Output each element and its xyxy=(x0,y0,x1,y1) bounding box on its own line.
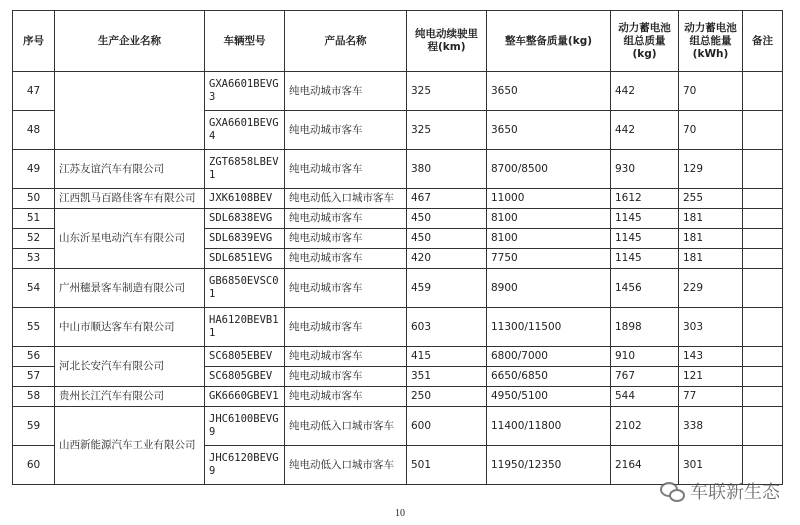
cell-battery-energy: 129 xyxy=(679,150,743,189)
cell-range: 450 xyxy=(407,229,487,249)
watermark-text: 车联新生态 xyxy=(690,482,780,503)
cell-seq: 50 xyxy=(13,189,55,209)
cell-model: SC6805GBEV xyxy=(205,367,285,387)
cell-seq: 48 xyxy=(13,111,55,150)
cell-product: 纯电动城市客车 xyxy=(285,387,407,407)
cell-remark xyxy=(743,249,783,269)
cell-model: JXK6108BEV xyxy=(205,189,285,209)
vehicle-table xyxy=(12,10,783,485)
cell-range: 420 xyxy=(407,249,487,269)
cell-remark xyxy=(743,387,783,407)
cell-battery-energy: 255 xyxy=(679,189,743,209)
cell-remark xyxy=(743,407,783,446)
table-row xyxy=(13,150,783,189)
cell-remark xyxy=(743,209,783,229)
cell-range: 325 xyxy=(407,111,487,150)
cell-seq: 47 xyxy=(13,72,55,111)
cell-model: SDL6851EVG xyxy=(205,249,285,269)
cell-battery-energy: 338 xyxy=(679,407,743,446)
cell-battery-mass: 1145 xyxy=(611,209,679,229)
cell-battery-energy: 70 xyxy=(679,72,743,111)
cell-seq: 56 xyxy=(13,347,55,367)
cell-remark xyxy=(743,347,783,367)
table-row xyxy=(13,347,783,367)
cell-battery-energy: 229 xyxy=(679,269,743,308)
cell-battery-mass: 1612 xyxy=(611,189,679,209)
cell-seq: 54 xyxy=(13,269,55,308)
cell-product: 纯电动城市客车 xyxy=(285,72,407,111)
cell-battery-energy: 77 xyxy=(679,387,743,407)
cell-manufacturer: 河北长安汽车有限公司 xyxy=(55,347,205,387)
cell-range: 501 xyxy=(407,446,487,485)
cell-curb-mass: 7750 xyxy=(487,249,611,269)
header-model: 车辆型号 xyxy=(205,11,285,72)
cell-seq: 49 xyxy=(13,150,55,189)
header-manufacturer: 生产企业名称 xyxy=(55,11,205,72)
cell-curb-mass: 8100 xyxy=(487,229,611,249)
cell-manufacturer: 贵州长江汽车有限公司 xyxy=(55,387,205,407)
cell-seq: 60 xyxy=(13,446,55,485)
cell-product: 纯电动城市客车 xyxy=(285,347,407,367)
cell-model: GXA6601BEVG3 xyxy=(205,72,285,111)
cell-seq: 57 xyxy=(13,367,55,387)
cell-remark xyxy=(743,72,783,111)
cell-seq: 52 xyxy=(13,229,55,249)
cell-product: 纯电动低入口城市客车 xyxy=(285,189,407,209)
cell-product: 纯电动城市客车 xyxy=(285,269,407,308)
cell-battery-energy: 181 xyxy=(679,229,743,249)
cell-seq: 59 xyxy=(13,407,55,446)
cell-product: 纯电动城市客车 xyxy=(285,249,407,269)
page-number: 10 xyxy=(395,508,405,519)
cell-remark xyxy=(743,308,783,347)
cell-product: 纯电动低入口城市客车 xyxy=(285,446,407,485)
cell-battery-energy: 70 xyxy=(679,111,743,150)
header-curb-mass: 整车整备质量(kg) xyxy=(487,11,611,72)
cell-range: 415 xyxy=(407,347,487,367)
cell-curb-mass: 3650 xyxy=(487,72,611,111)
cell-curb-mass: 6650/6850 xyxy=(487,367,611,387)
cell-battery-mass: 1456 xyxy=(611,269,679,308)
cell-model: JHC6100BEVG9 xyxy=(205,407,285,446)
cell-model: GK6660GBEV1 xyxy=(205,387,285,407)
table-row xyxy=(13,387,783,407)
cell-seq: 51 xyxy=(13,209,55,229)
cell-battery-mass: 2102 xyxy=(611,407,679,446)
cell-seq: 58 xyxy=(13,387,55,407)
header-battery-mass: 动力蓄电池组总质量(kg) xyxy=(611,11,679,72)
cell-model: SDL6838EVG xyxy=(205,209,285,229)
cell-remark xyxy=(743,269,783,308)
cell-battery-energy: 181 xyxy=(679,209,743,229)
cell-manufacturer: 广州穗景客车制造有限公司 xyxy=(55,269,205,308)
cell-range: 600 xyxy=(407,407,487,446)
cell-product: 纯电动城市客车 xyxy=(285,367,407,387)
cell-battery-energy: 301 xyxy=(679,446,743,485)
cell-curb-mass: 11950/12350 xyxy=(487,446,611,485)
cell-range: 325 xyxy=(407,72,487,111)
table-row xyxy=(13,189,783,209)
cell-model: SDL6839EVG xyxy=(205,229,285,249)
cell-curb-mass: 8900 xyxy=(487,269,611,308)
cell-product: 纯电动城市客车 xyxy=(285,308,407,347)
cell-battery-energy: 121 xyxy=(679,367,743,387)
cell-product: 纯电动城市客车 xyxy=(285,209,407,229)
cell-curb-mass: 8100 xyxy=(487,209,611,229)
cell-model: HA6120BEVB11 xyxy=(205,308,285,347)
header-seq: 序号 xyxy=(13,11,55,72)
cell-battery-mass: 910 xyxy=(611,347,679,367)
cell-range: 467 xyxy=(407,189,487,209)
cell-range: 459 xyxy=(407,269,487,308)
cell-battery-mass: 442 xyxy=(611,72,679,111)
cell-curb-mass: 4950/5100 xyxy=(487,387,611,407)
table-row xyxy=(13,407,783,446)
cell-curb-mass: 11300/11500 xyxy=(487,308,611,347)
cell-battery-mass: 442 xyxy=(611,111,679,150)
cell-manufacturer: 江西凯马百路佳客车有限公司 xyxy=(55,189,205,209)
cell-battery-mass: 1145 xyxy=(611,229,679,249)
cell-battery-mass: 544 xyxy=(611,387,679,407)
cell-curb-mass: 6800/7000 xyxy=(487,347,611,367)
cell-remark xyxy=(743,189,783,209)
cell-range: 250 xyxy=(407,387,487,407)
cell-model: ZGT6858LBEV1 xyxy=(205,150,285,189)
cell-seq: 55 xyxy=(13,308,55,347)
cell-range: 351 xyxy=(407,367,487,387)
cell-battery-energy: 143 xyxy=(679,347,743,367)
cell-curb-mass: 8700/8500 xyxy=(487,150,611,189)
watermark xyxy=(660,478,780,504)
cell-manufacturer xyxy=(55,72,205,150)
cell-battery-mass: 930 xyxy=(611,150,679,189)
cell-model: JHC6120BEVG9 xyxy=(205,446,285,485)
cell-battery-mass: 767 xyxy=(611,367,679,387)
cell-model: SC6805EBEV xyxy=(205,347,285,367)
cell-curb-mass: 11000 xyxy=(487,189,611,209)
cell-remark xyxy=(743,150,783,189)
header-row xyxy=(13,11,783,72)
cell-battery-energy: 303 xyxy=(679,308,743,347)
header-remark: 备注 xyxy=(743,11,783,72)
table-row xyxy=(13,269,783,308)
cell-manufacturer: 山东沂星电动汽车有限公司 xyxy=(55,209,205,269)
cell-manufacturer: 山西新能源汽车工业有限公司 xyxy=(55,407,205,485)
cell-remark xyxy=(743,367,783,387)
cell-remark xyxy=(743,229,783,249)
cell-curb-mass: 11400/11800 xyxy=(487,407,611,446)
cell-battery-energy: 181 xyxy=(679,249,743,269)
table-row xyxy=(13,308,783,347)
cell-manufacturer: 江苏友谊汽车有限公司 xyxy=(55,150,205,189)
cell-battery-mass: 1898 xyxy=(611,308,679,347)
cell-product: 纯电动城市客车 xyxy=(285,150,407,189)
cell-model: GB6850EVSC01 xyxy=(205,269,285,308)
header-range: 纯电动续驶里程(km) xyxy=(407,11,487,72)
cell-range: 450 xyxy=(407,209,487,229)
cell-product: 纯电动低入口城市客车 xyxy=(285,407,407,446)
header-product: 产品名称 xyxy=(285,11,407,72)
wechat-icon xyxy=(660,482,684,500)
cell-product: 纯电动城市客车 xyxy=(285,111,407,150)
cell-remark xyxy=(743,111,783,150)
header-battery-energy: 动力蓄电池组总能量(kWh) xyxy=(679,11,743,72)
cell-product: 纯电动城市客车 xyxy=(285,229,407,249)
cell-range: 603 xyxy=(407,308,487,347)
table-row xyxy=(13,209,783,229)
cell-range: 380 xyxy=(407,150,487,189)
cell-manufacturer: 中山市顺达客车有限公司 xyxy=(55,308,205,347)
cell-curb-mass: 3650 xyxy=(487,111,611,150)
cell-model: GXA6601BEVG4 xyxy=(205,111,285,150)
table-row xyxy=(13,72,783,111)
cell-battery-mass: 1145 xyxy=(611,249,679,269)
cell-battery-mass: 2164 xyxy=(611,446,679,485)
cell-seq: 53 xyxy=(13,249,55,269)
